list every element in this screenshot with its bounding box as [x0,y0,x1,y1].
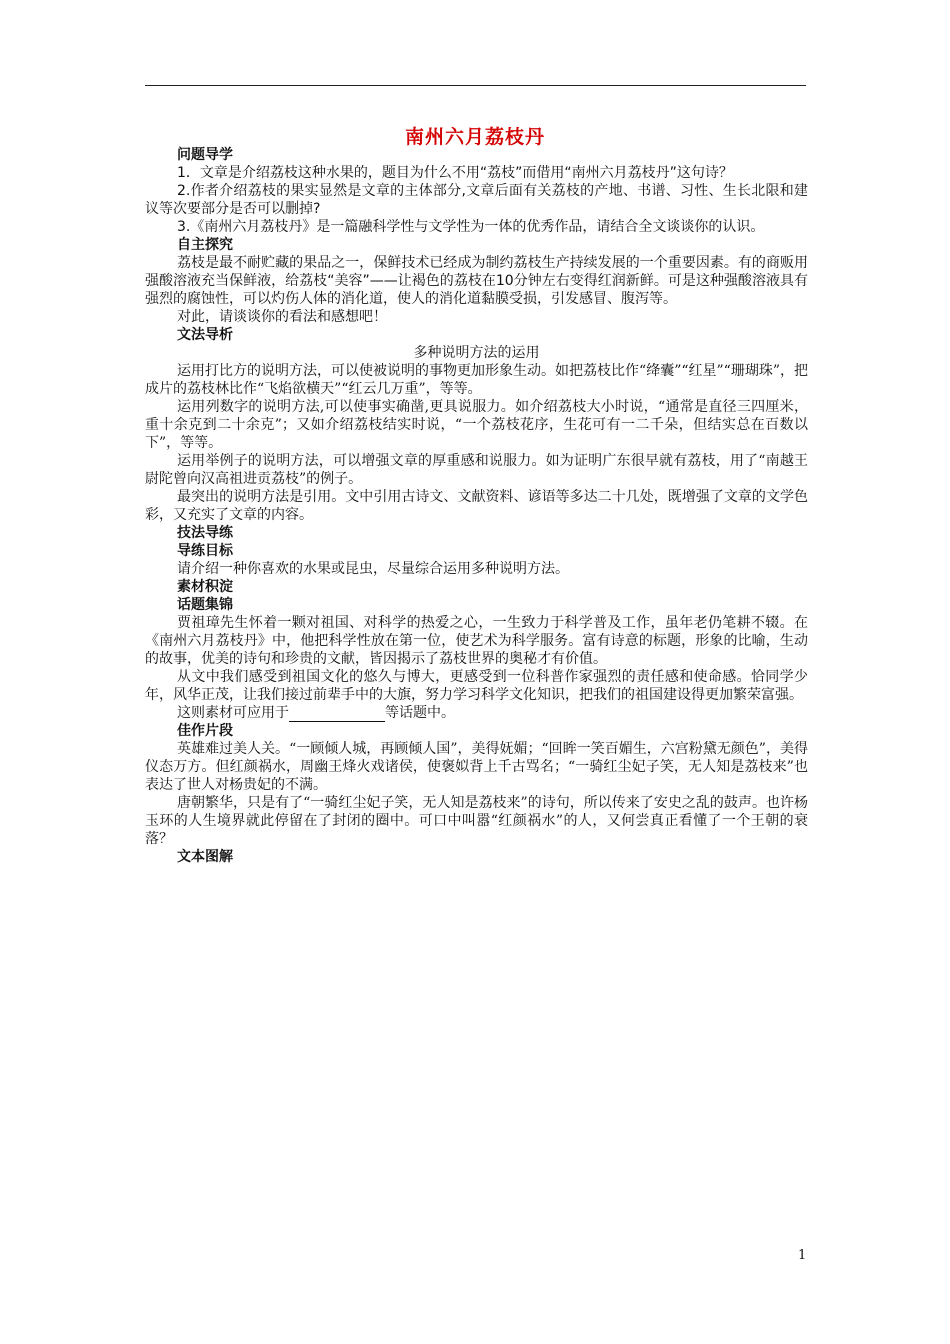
material-paragraph-2: 从文中我们感受到祖国文化的悠久与博大，更感受到一位科普作家强烈的责任感和使命感。恰同学少年，风华正茂，让我们接过前辈手中的大旗，努力学习科学文化知识，把我们的祖国建设得更加繁荣富强。 [145,669,808,703]
excerpt-paragraph-1: 英雄难过美人关。“一顾倾人城，再顾倾人国”，美得妩媚；“回眸一笑百媚生，六宫粉黛无颜色”，美得仪态万方。但红颜祸水，周幽王烽火戏诸侯，使褒姒背上千古骂名；“一骑红尘妃子笑，无人知是荔枝来”也表达了世人对杨贵妃的不满。 [145,741,808,793]
question-2: 2.作者介绍荔枝的果实显然是文章的主体部分,文章后面有关荔枝的产地、书谱、习性、生长北限和建议等次要部分是否可以删掉? [145,183,808,217]
heading-skill: 技法导练 [177,525,233,541]
skill-paragraph: 请介绍一种你喜欢的水果或昆虫，尽量综合运用多种说明方法。 [177,561,569,577]
question-1: 1．文章是介绍荔枝这种水果的，题目为什么不用“荔枝”而借用“南州六月荔枝丹”这句诗？ [177,165,733,181]
material-apply-text: 这则素材可应用于 [177,705,289,721]
explore-paragraph-1: 荔枝是最不耐贮藏的果品之一，保鲜技术已经成为制约荔枝生产持续发展的一个重要因素。有的商贩用强酸溶液充当保鲜液，给荔枝“美容”——让褐色的荔枝在10分钟左右变得红润新鲜。可是这种强酸溶液具有强烈的腐蚀性，可以灼伤人体的消化道，使人的消化道黏膜受损，引发感冒、腹泻等。 [145,255,808,307]
subheading-skill-goal: 导练目标 [177,543,233,559]
material-paragraph-1: 贾祖璋先生怀着一颗对祖国、对科学的热爱之心，一生致力于科学普及工作，虽年老仍笔耕不辍。在《南州六月荔枝丹》中，他把科学性放在第一位，使艺术为科学服务。富有诗意的标题，形象的比喻，生动的故事，优美的诗句和珍贵的文献，皆因揭示了荔枝世界的奥秘才有价值。 [145,615,808,667]
page-number: 1 [798,1248,807,1263]
grammar-paragraph-2: 运用列数字的说明方法,可以使事实确凿,更具说服力。如介绍荔枝大小时说，“通常是直径三四厘米，重十余克到二十余克”；又如介绍荔枝结实时说，“一个荔枝花序，生花可有一二千朵，但结实总在百数以下”，等等。 [145,399,808,451]
question-3: 3.《南州六月荔枝丹》是一篇融科学性与文学性为一体的优秀作品，请结合全文谈谈你的认识。 [177,219,765,235]
grammar-paragraph-1: 运用打比方的说明方法，可以使被说明的事物更加形象生动。如把荔枝比作“绛囊”“红星”“珊瑚珠”，把成片的荔枝林比作“飞焰欲横天”“红云几万重”，等等。 [145,363,808,397]
grammar-paragraph-3: 运用举例子的说明方法，可以增强文章的厚重感和说服力。如为证明广东很早就有荔枝，用了“南越王尉陀曾向汉高祖进贡荔枝”的例子。 [145,453,808,487]
document-body [145,146,808,866]
fill-in-blank [289,707,385,722]
explore-paragraph-2: 对此，请谈谈你的看法和感想吧！ [177,309,387,325]
heading-grammar: 文法导析 [177,327,233,343]
heading-material: 素材积淀 [177,579,233,595]
grammar-subtitle: 多种说明方法的运用 [413,345,540,361]
document-title: 南州六月荔枝丹 [404,126,545,148]
heading-diagram: 文本图解 [177,849,233,865]
material-apply-suffix: 等话题中。 [385,705,455,721]
subheading-excerpt: 佳作片段 [177,723,233,739]
material-paragraph-3 [145,704,808,722]
subheading-topics: 话题集锦 [177,597,233,613]
header-rule [145,85,806,86]
heading-explore: 自主探究 [177,237,233,253]
excerpt-paragraph-2: 唐朝繁华，只是有了“一骑红尘妃子笑，无人知是荔枝来”的诗句，所以传来了安史之乱的鼓声。也许杨玉环的人生境界就此停留在了封闭的圈中。可口中叫嚣“红颜祸水”的人，又何尝真正看懂了一个王朝的衰落？ [145,795,808,847]
grammar-paragraph-4: 最突出的说明方法是引用。文中引用古诗文、文献资料、谚语等多达二十几处，既增强了文章的文学色彩，又充实了文章的内容。 [145,489,808,523]
heading-guide: 问题导学 [177,147,233,163]
